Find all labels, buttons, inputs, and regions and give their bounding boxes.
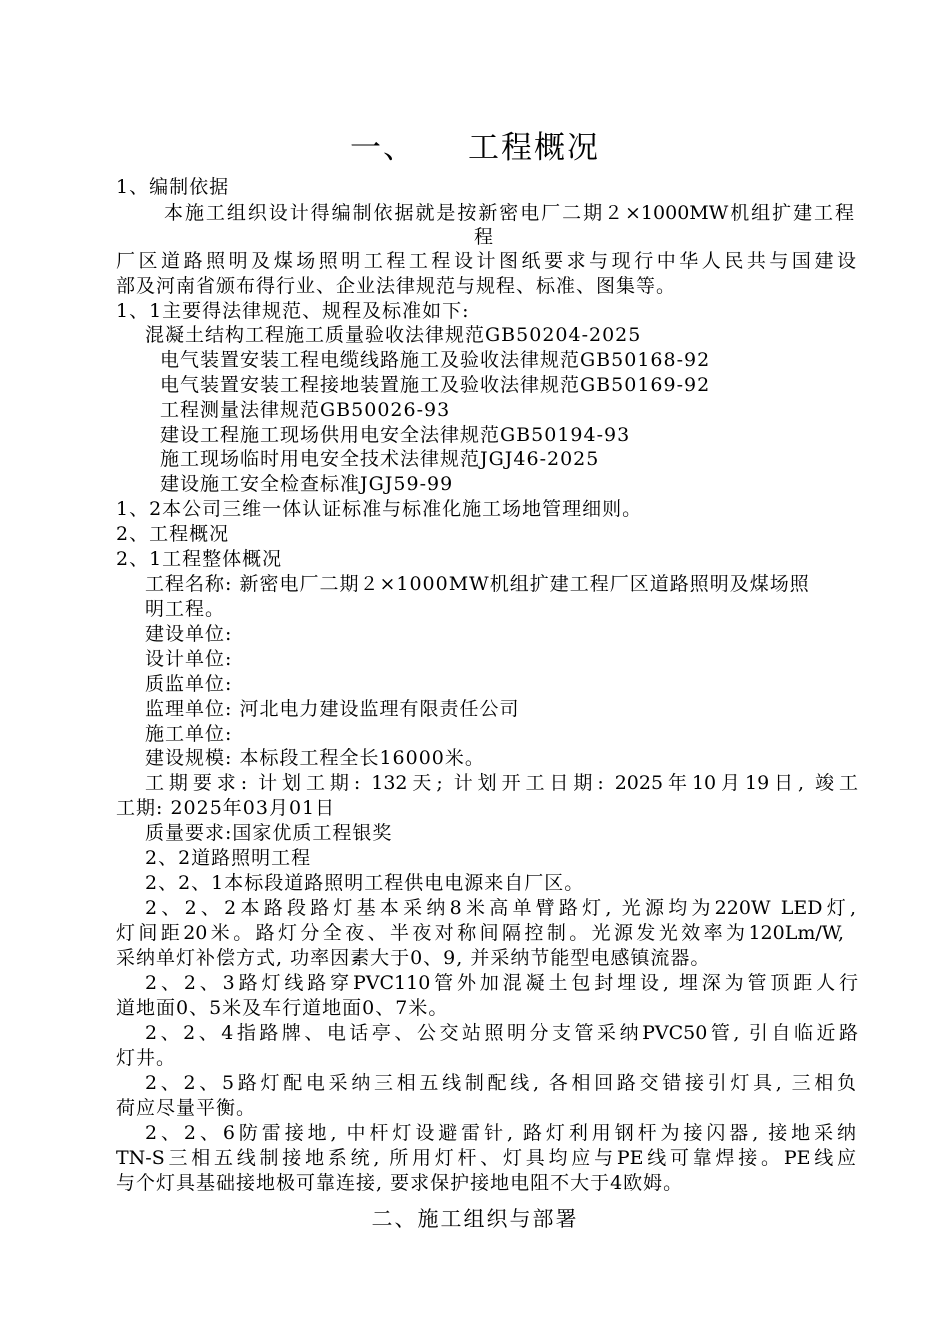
field-supervisor: 监理单位: 河北电力建设监理有限责任公司: [145, 698, 520, 720]
paragraph-line: 厂区道路照明及煤场照明工程工程设计图纸要求与现行中华人民共与国建设: [116, 250, 856, 272]
standard-item: 建设施工安全检查标准JGJ59-99: [160, 473, 454, 495]
paragraph-line: 2、2、2本路段路灯基本采纳8米高单臂路灯, 光源均为220W LED灯,: [145, 897, 856, 919]
title-text: 工程概况: [468, 130, 600, 166]
paragraph-line: 荷应尽量平衡。: [116, 1097, 257, 1119]
heading-overall: 2、1工程整体概况: [116, 548, 283, 570]
standard-item: 工程测量法律规范GB50026-93: [160, 399, 451, 421]
section-heading-2: 二、施工组织与部署: [371, 1207, 579, 1231]
paragraph-line: 2、2、3路灯线路穿PVC110管外加混凝土包封埋设, 埋深为管顶距人行: [145, 972, 858, 994]
field-scale: 建设规模: 本标段工程全长16000米。: [145, 747, 485, 769]
paragraph-line: 本施工组织设计得编制依据就是按新密电厂二期２×1000MW机组扩建工程: [164, 202, 854, 224]
standard-item: 电气装置安装工程电缆线路施工及验收法律规范GB50168-92: [160, 349, 711, 371]
paragraph-line: 采纳单灯补偿方式, 功率因素大于0、9, 并采纳节能型电感镇流器。: [116, 947, 711, 969]
heading-basis: 1、编制依据: [116, 176, 230, 198]
paragraph-line: TN-S三相五线制接地系统, 所用灯杆、灯具均应与PE线可靠焊接。PE线应: [116, 1147, 856, 1169]
field-schedule: 工期要求: 计划工期: 132天; 计划开工日期: 2025年10月19日, 竣工: [145, 772, 858, 794]
paragraph-line: 2、2、6防雷接地, 中杆灯设避雷针, 路灯利用钢杆为接闪器, 接地采纳: [145, 1122, 856, 1144]
standard-item: 混凝土结构工程施工质量验收法律规范GB50204-2025: [145, 324, 642, 346]
field-schedule-wrap: 工期: 2025年03月01日: [116, 797, 336, 819]
paragraph-line: 2、2、4指路牌、电话亭、公交站照明分支管采纳PVC50管, 引自临近路: [145, 1022, 858, 1044]
field-owner: 建设单位:: [145, 623, 233, 645]
title-number: 一、: [350, 130, 416, 166]
paragraph-line: 2、2、5路灯配电采纳三相五线制配线, 各相回路交错接引灯具, 三相负: [145, 1072, 856, 1094]
heading-overview: 2、工程概况: [116, 523, 230, 545]
field-quality: 质量要求:国家优质工程银奖: [145, 822, 393, 844]
heading-certification: 1、2本公司三维一体认证标准与标准化施工场地管理细则。: [116, 498, 643, 520]
paragraph-line: 2、2、1本标段道路照明工程供电电源来自厂区。: [145, 872, 585, 894]
page-title: [0, 128, 950, 168]
paragraph-line: 部及河南省颁布得行业、企业法律规范与规程、标准、图集等。: [116, 275, 677, 297]
heading-standards: 1、1主要得法律规范、规程及标准如下:: [116, 300, 470, 322]
paragraph-line: 道地面0、5米及车行道地面0、7米。: [116, 997, 449, 1019]
standard-item: 电气装置安装工程接地装置施工及验收法律规范GB50169-92: [160, 374, 711, 396]
field-quality-supervision: 质监单位:: [145, 673, 233, 695]
standard-item: 施工现场临时用电安全技术法律规范JGJ46-2025: [160, 448, 600, 470]
heading-road-lighting: 2、2道路照明工程: [145, 847, 312, 869]
field-designer: 设计单位:: [145, 648, 233, 670]
project-name: 工程名称: 新密电厂二期２×1000MW机组扩建工程厂区道路照明及煤场照: [145, 573, 810, 595]
paragraph-line: 灯间距20米。路灯分全夜、半夜对称间隔控制。光源发光效率为120Lm/W,: [116, 922, 844, 944]
paragraph-line: 灯井。: [116, 1047, 177, 1069]
paragraph-line-wrap: 程: [474, 226, 495, 248]
paragraph-line: 与个灯具基础接地极可靠连接, 要求保护接地电阻不大于4欧姆。: [116, 1172, 684, 1194]
field-contractor: 施工单位:: [145, 723, 233, 745]
standard-item: 建设工程施工现场供用电安全法律规范GB50194-93: [160, 424, 631, 446]
project-name-wrap: 明工程。: [145, 598, 226, 620]
